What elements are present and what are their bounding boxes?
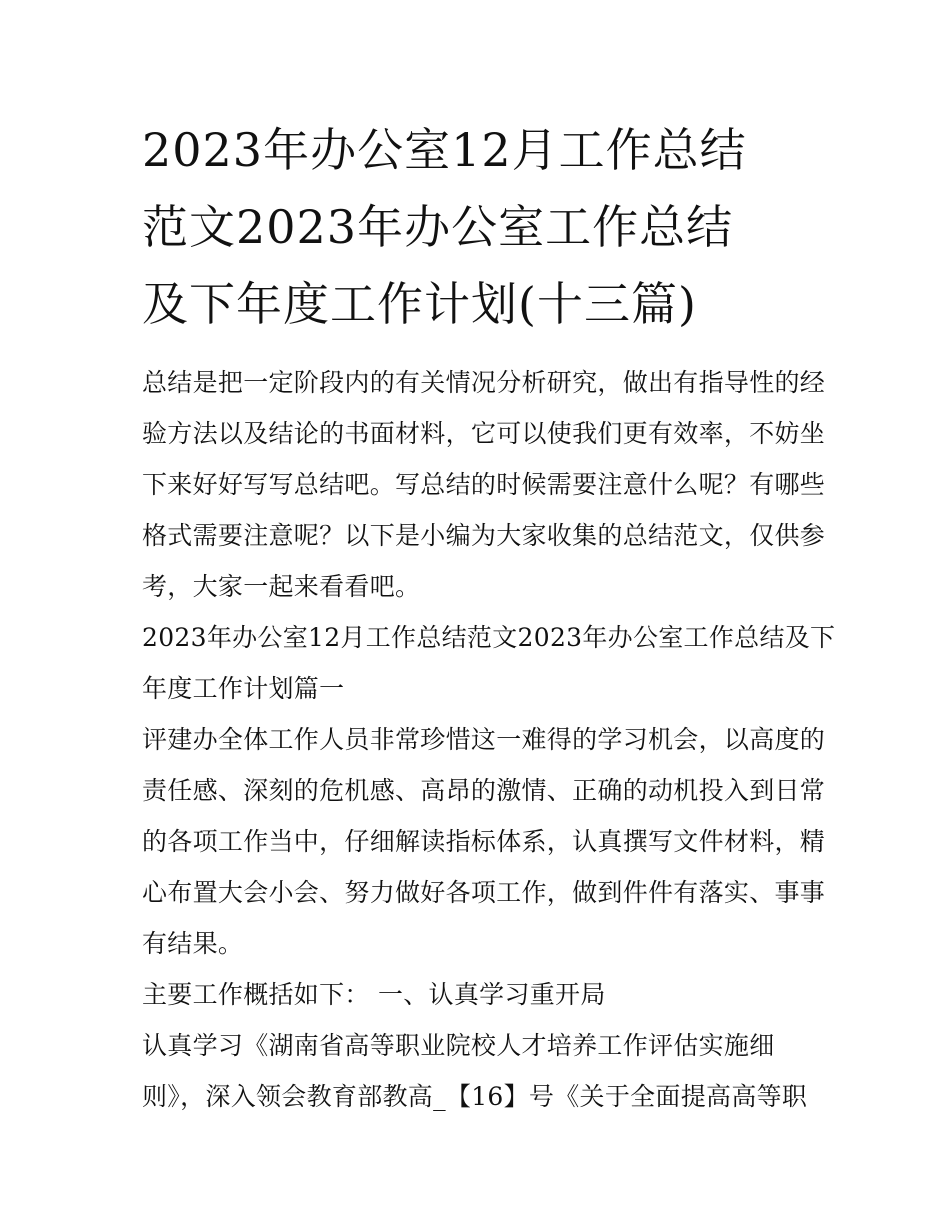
- body-line-4: 格式需要注意呢？以下是小编为大家收集的总结范文，仅供参: [142, 521, 826, 550]
- body-line-8: 评建办全体工作人员非常珍惜这一难得的学习机会，以高度的: [142, 725, 826, 754]
- body-line-14: 认真学习《湖南省高等职业院校人才培养工作评估实施细: [142, 1031, 775, 1060]
- section-heading-line-2: 年度工作计划篇一: [142, 674, 345, 703]
- body-line-15: 则》，深入领会教育部教高_【16】号《关于全面提高高等职: [142, 1082, 808, 1111]
- title-line-1: 2023年办公室12月工作总结: [142, 123, 747, 177]
- body-line-12: 有结果。: [142, 929, 244, 958]
- body-line-1: 总结是把一定阶段内的有关情况分析研究，做出有指导性的经: [142, 368, 826, 397]
- body-line-10: 的各项工作当中，仔细解读指标体系，认真撰写文件材料，精: [142, 827, 826, 856]
- body-line-11: 心布置大会小会、努力做好各项工作，做到件件有落实、事事: [142, 878, 826, 907]
- title-line-2: 范文2023年办公室工作总结: [142, 200, 734, 254]
- body-line-2: 验方法以及结论的书面材料，它可以使我们更有效率，不妨坐: [142, 419, 826, 448]
- document-body: [142, 357, 836, 1122]
- body-line-5: 考，大家一起来看看吧。: [142, 572, 421, 601]
- document-title: [142, 112, 814, 343]
- body-line-13: 主要工作概括如下： 一、认真学习重开局: [142, 980, 606, 1009]
- body-line-9: 责任感、深刻的危机感、高昂的激情、正确的动机投入到日常: [142, 776, 826, 805]
- body-line-3: 下来好好写写总结吧。写总结的时候需要注意什么呢？有哪些: [142, 470, 826, 499]
- document-page: [142, 112, 836, 1122]
- title-line-3: 及下年度工作计划(十三篇): [142, 277, 697, 331]
- section-heading-line-1: 2023年办公室12月工作总结范文2023年办公室工作总结及下: [142, 623, 836, 652]
